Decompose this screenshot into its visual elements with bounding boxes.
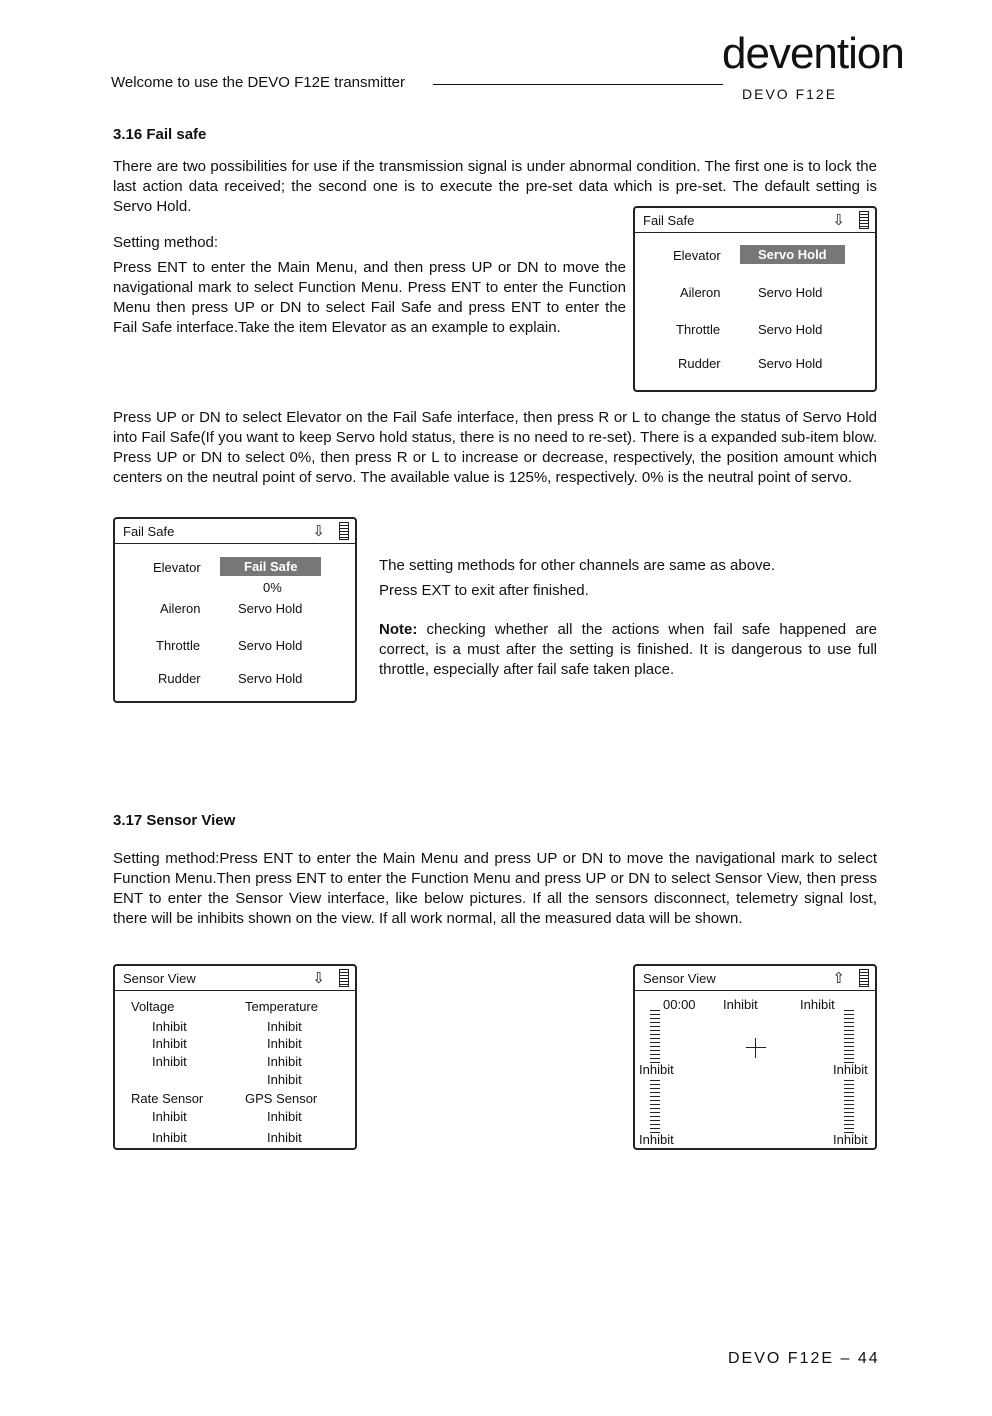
channel-label: Elevator (673, 248, 721, 263)
down-arrow-icon: ⇩ (312, 523, 325, 540)
sensor-value: Inhibit (639, 1062, 674, 1077)
sensor-value: Inhibit (267, 1054, 302, 1069)
channel-value: Servo Hold (238, 671, 303, 686)
sensor-label: Temperature (245, 999, 318, 1014)
channel-label: Throttle (676, 322, 721, 337)
up-arrow-icon: ⇧ (832, 970, 845, 987)
channel-value: Servo Hold (758, 285, 823, 300)
sensor-view-screen-list (113, 964, 357, 1150)
screen-title: Sensor View (123, 971, 196, 986)
channel-value-selected: Servo Hold (740, 245, 845, 264)
section-title-fail-safe: 3.16 Fail safe (113, 126, 207, 143)
logo-subtitle: DEVO F12E (742, 86, 838, 102)
screen-title: Fail Safe (123, 524, 175, 539)
note-text: checking whether all the actions when fail safe happened are correct, is a must after the setting is finished. It is dangerous to use full throttle, especially after fail safe taken place. (379, 621, 877, 678)
screen-title: Fail Safe (643, 213, 695, 228)
header-text: Welcome to use the DEVO F12E transmitter (111, 74, 406, 91)
battery-icon (859, 969, 869, 987)
paragraph: Press ENT to enter the Main Menu, and then press UP or DN to move the navigational mark to select Function Menu. Press ENT to enter the Function Menu then press UP or DN to select Fail Safe and press ENT to enter the Fail Safe interface.Take the item Elevator as an example to explain. (113, 259, 626, 336)
channel-value: Servo Hold (238, 638, 303, 653)
channel-value-selected: Fail Safe (220, 557, 321, 576)
devention-logo: devention (722, 29, 904, 78)
paragraph: There are two possibilities for use if the transmission signal is under abnormal condition. The first one is to lock the last action data received; the second one is to execute the pre-set data which is pre-set. The default setting is Servo Hold. (113, 158, 877, 215)
left-gauge-lower (650, 1080, 660, 1136)
channel-label: Elevator (153, 560, 201, 575)
left-gauge-upper (650, 1010, 660, 1066)
right-gauge-lower (844, 1080, 854, 1136)
sensor-value: Inhibit (639, 1132, 674, 1147)
channel-value: Servo Hold (758, 356, 823, 371)
paragraph: The setting methods for other channels are same as above. (379, 557, 776, 574)
channel-label: Rudder (678, 356, 721, 371)
sensor-value: Inhibit (833, 1062, 868, 1077)
sensor-label: Rate Sensor (131, 1091, 204, 1106)
sensor-label: GPS Sensor (245, 1091, 318, 1106)
channel-label: Aileron (160, 601, 201, 616)
note-label: Note: (379, 621, 418, 638)
paragraph: Press EXT to exit after finished. (379, 582, 589, 599)
header-rule (433, 84, 723, 85)
sensor-value: Inhibit (267, 1130, 302, 1145)
sensor-value: Inhibit (800, 997, 835, 1012)
right-gauge-upper (844, 1010, 854, 1066)
sensor-label: Voltage (131, 999, 175, 1014)
sensor-value: Inhibit (723, 997, 758, 1012)
sensor-value: Inhibit (267, 1036, 302, 1051)
sensor-value: Inhibit (152, 1019, 187, 1034)
sensor-value: Inhibit (267, 1072, 302, 1087)
channel-value: Servo Hold (758, 322, 823, 337)
sensor-value: Inhibit (833, 1132, 868, 1147)
sensor-value: Inhibit (267, 1109, 302, 1124)
timer-value: 00:00 (663, 997, 696, 1012)
sensor-value: Inhibit (152, 1130, 187, 1145)
paragraph: Press UP or DN to select Elevator on the Fail Safe interface, then press R or L to change the status of Servo Hold into Fail Safe(If you want to keep Servo hold status, there is no need to re-set). There is a expanded sub-item blow. Press UP or DN to select 0%, then press R or L to increase or decrease, respectively, the position amount which centers on the neutral point of servo. The available value is 125%, respectively. 0% is the neutral point of servo. (113, 409, 877, 486)
down-arrow-icon: ⇩ (832, 212, 845, 229)
crosshair-icon (746, 1047, 766, 1048)
fail-safe-screen-expanded (113, 517, 357, 703)
sensor-view-screen-graphic (633, 964, 877, 1150)
page-footer: DEVO F12E – 44 (728, 1350, 880, 1367)
sensor-value: Inhibit (152, 1109, 187, 1124)
sensor-value: Inhibit (267, 1019, 302, 1034)
channel-value: Servo Hold (238, 601, 303, 616)
down-arrow-icon: ⇩ (312, 970, 325, 987)
channel-label: Aileron (680, 285, 721, 300)
sensor-value: Inhibit (152, 1036, 187, 1051)
section-title-sensor-view: 3.17 Sensor View (113, 812, 236, 829)
paragraph: Setting method:Press ENT to enter the Main Menu and press UP or DN to move the navigational mark to select Function Menu.Then press ENT to enter the Function Menu and press UP or DN to select Sensor View, then press ENT to enter the Sensor View interface, like below pictures. If all the sensors disconnect, telemetry signal lost, there will be inhibits shown on the view. If all work normal, all the measured data will be shown. (113, 850, 877, 927)
battery-icon (859, 211, 869, 229)
channel-label: Rudder (158, 671, 201, 686)
sensor-value: Inhibit (152, 1054, 187, 1069)
channel-label: Throttle (156, 638, 201, 653)
fail-safe-position: 0% (263, 580, 282, 595)
setting-method-label: Setting method: (113, 234, 219, 251)
crosshair-icon-vertical (755, 1038, 756, 1058)
battery-icon (339, 969, 349, 987)
screen-title: Sensor View (643, 971, 716, 986)
battery-icon (339, 522, 349, 540)
fail-safe-screen (633, 206, 877, 392)
